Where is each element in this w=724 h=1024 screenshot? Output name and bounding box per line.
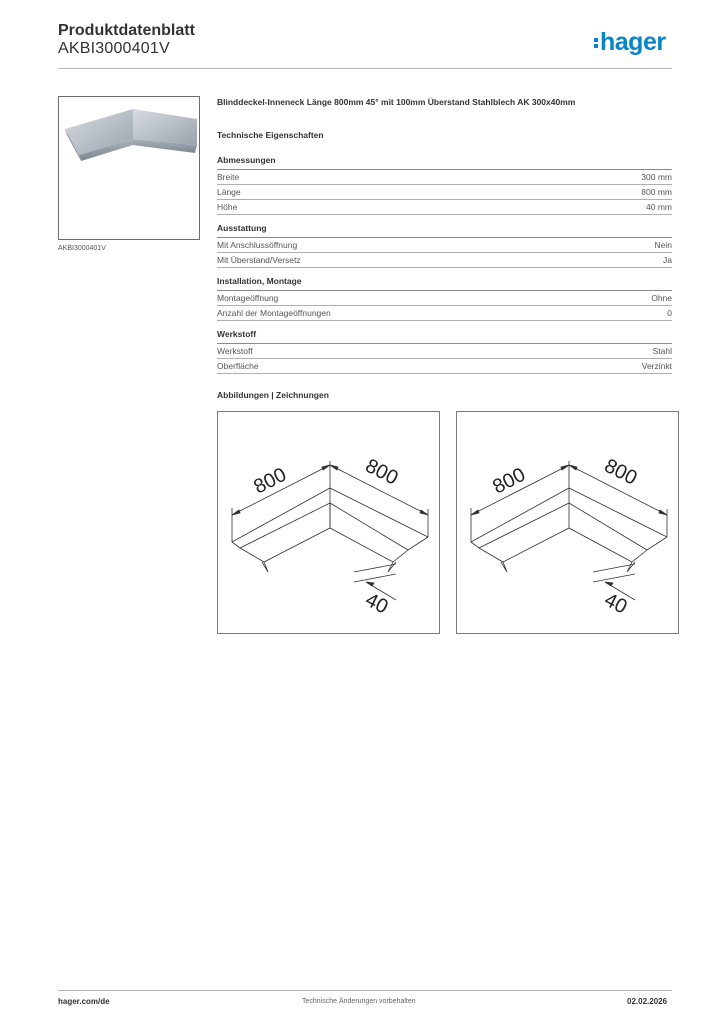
spec-group-title: Abmessungen — [217, 155, 672, 170]
spec-value: Nein — [654, 240, 672, 250]
spec-label: Montageöffnung — [217, 293, 279, 303]
header-divider — [58, 68, 672, 69]
spec-row — [217, 185, 672, 200]
dim-height-label: 40 — [361, 588, 392, 619]
product-photo-illustration — [59, 97, 199, 239]
spec-label: Breite — [217, 172, 240, 182]
spec-group-title: Installation, Montage — [217, 276, 672, 291]
spec-group-title: Ausstattung — [217, 223, 672, 238]
spec-row — [217, 253, 672, 268]
dim-right-label: 800 — [600, 454, 641, 490]
spec-value: Verzinkt — [641, 361, 672, 371]
spec-group-material — [217, 329, 672, 374]
footer-divider — [58, 990, 672, 991]
spec-row — [217, 291, 672, 306]
spec-group-equipment — [217, 223, 672, 268]
logo-colon-mark — [594, 36, 598, 50]
spec-label: Werkstoff — [217, 346, 253, 356]
article-code: AKBI3000401V — [58, 40, 170, 57]
product-description: Blinddeckel-Inneneck Länge 800mm 45° mit 100mm Überstand Stahlblech AK 300x40mm — [217, 97, 576, 107]
technical-drawing-svg — [457, 412, 678, 633]
spec-label: Mit Überstand/Versetz — [217, 255, 301, 265]
hager-logo — [594, 28, 666, 57]
spec-value: 300 mm — [641, 172, 672, 182]
spec-row — [217, 170, 672, 185]
spec-label: Höhe — [217, 202, 238, 212]
spec-group-title: Werkstoff — [217, 329, 672, 344]
spec-row — [217, 238, 672, 253]
spec-label: Mit Anschlussöffnung — [217, 240, 298, 250]
spec-value: 800 mm — [641, 187, 672, 197]
technical-drawing — [456, 411, 679, 634]
technical-drawing-svg — [218, 412, 439, 633]
document-title: Produktdatenblatt — [58, 22, 195, 39]
spec-row — [217, 359, 672, 374]
spec-row — [217, 306, 672, 321]
spec-group-installation — [217, 276, 672, 321]
spec-value: 0 — [667, 308, 672, 318]
spec-row — [217, 200, 672, 215]
technical-drawing — [217, 411, 440, 634]
spec-value: 40 mm — [646, 202, 672, 212]
footer-date: 02.02.2026 — [627, 997, 668, 1006]
logo-text: hager — [600, 28, 666, 56]
dim-right-label: 800 — [361, 454, 402, 490]
spec-label: Oberfläche — [217, 361, 259, 371]
dim-height-label: 40 — [600, 588, 631, 619]
spec-label: Länge — [217, 187, 241, 197]
dim-left-label: 800 — [489, 463, 530, 499]
spec-value: Ohne — [651, 293, 672, 303]
drawings-heading: Abbildungen | Zeichnungen — [217, 390, 329, 400]
dim-left-label: 800 — [250, 463, 291, 499]
product-image-caption: AKBI3000401V — [58, 245, 106, 252]
footer-website-link[interactable]: hager.com/de — [58, 997, 110, 1006]
spec-label: Anzahl der Montageöffnungen — [217, 308, 331, 318]
spec-row — [217, 344, 672, 359]
spec-value: Ja — [663, 255, 672, 265]
product-image — [58, 96, 200, 240]
specs-heading: Technische Eigenschaften — [217, 130, 324, 140]
footer-note: Technische Änderungen vorbehalten — [302, 998, 416, 1005]
spec-value: Stahl — [652, 346, 672, 356]
spec-group-dimensions — [217, 155, 672, 215]
